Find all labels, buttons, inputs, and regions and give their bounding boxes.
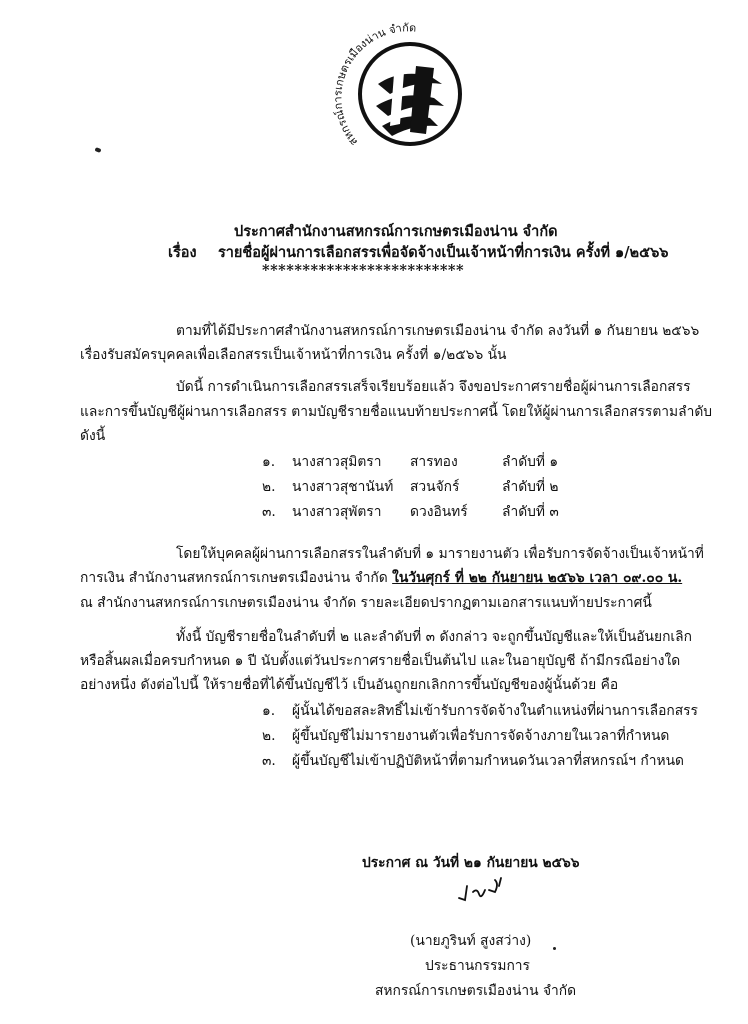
- cooperative-logo: [330, 14, 480, 164]
- signer-title: ประธานกรรมการ: [425, 958, 530, 974]
- candidate-rank: ลำดับที่ ๒: [502, 479, 559, 495]
- candidate-no: ๑.: [262, 454, 276, 470]
- para3-line1: โดยให้บุคคลผู้ผ่านการเลือกสรรในลำดับที่ ๑ มารายงานตัว เพื่อรับการจัดจ้างเป็นเจ้าหน้าที่: [176, 546, 704, 562]
- condition-no: ๒.: [262, 728, 276, 744]
- report-date-time: ในวันศุกร์ ที่ ๒๒ กันยายน ๒๕๖๖ เวลา ๐๙.๐๐ น.: [392, 570, 683, 586]
- subject-label: เรื่อง: [168, 244, 197, 261]
- subject-text: รายชื่อผู้ผ่านการเลือกสรรเพื่อจัดจ้างเป็นเจ้าหน้าที่การเงิน ครั้งที่ ๑/๒๕๖๖: [218, 244, 669, 261]
- para1-line1: ตามที่ได้มีประกาศสำนักงานสหกรณ์การเกษตรเมืองน่าน จำกัด ลงวันที่ ๑ กันยายน ๒๕๖๖: [176, 323, 700, 339]
- signer-organization: สหกรณ์การเกษตรเมืองน่าน จำกัด: [375, 983, 577, 999]
- candidate-no: ๓.: [262, 504, 276, 520]
- scan-dot: [553, 947, 556, 950]
- signer-name: (นายภูรินท์ สูงสว่าง): [410, 933, 532, 949]
- para1-line2: เรื่องรับสมัครบุคคลเพื่อเลือกสรรเป็นเจ้าหน้าที่การเงิน ครั้งที่ ๑/๒๕๖๖ นั้น: [80, 347, 507, 363]
- para3-line2-start: การเงิน สำนักงานสหกรณ์การเกษตรเมืองน่าน จำกัด: [80, 570, 388, 586]
- announcement-title: ประกาศสำนักงานสหกรณ์การเกษตรเมืองน่าน จำกัด: [234, 223, 558, 240]
- candidate-rank: ลำดับที่ ๓: [502, 504, 559, 520]
- condition-text: ผู้นั้นได้ขอสละสิทธิ์ไม่เข้ารับการจัดจ้างในตำแหน่งที่ผ่านการเลือกสรร: [292, 703, 698, 719]
- para4-line2: หรือสิ้นผลเมื่อครบกำหนด ๑ ปี นับตั้งแต่วันประกาศรายชื่อเป็นต้นไป และในอายุบัญชี ถ้ามีกรณีอย่างใด: [80, 653, 681, 669]
- logo-text: สหกรณ์การเกษตรเมืองน่าน จำกัด: [331, 21, 417, 149]
- scan-speck: [94, 147, 101, 153]
- para3-line2: [80, 567, 682, 589]
- candidate-no: ๒.: [262, 479, 276, 495]
- candidate-rank: ลำดับที่ ๑: [502, 454, 559, 470]
- condition-no: ๑.: [262, 703, 276, 719]
- para4-line1: ทั้งนี้ บัญชีรายชื่อในลำดับที่ ๒ และลำดับที่ ๓ ดังกล่าว จะถูกขึ้นบัญชีและให้เป็นอันยกเลิก: [176, 629, 692, 645]
- para3-line3: ณ สำนักงานสหกรณ์การเกษตรเมืองน่าน จำกัด รายละเอียดปรากฏตามเอกสารแนบท้ายประกาศนี้: [80, 595, 652, 611]
- candidate-first-name: นางสาวสุพัตรา: [292, 504, 382, 520]
- announcement-date: ประกาศ ณ วันที่ ๒๑ กันยายน ๒๕๖๖: [362, 855, 580, 871]
- para4-line3: อย่างหนึ่ง ดังต่อไปนี้ ให้รายชื่อที่ได้ขึ้นบัญชีไว้ เป็นอันถูกยกเลิกการขึ้นบัญชีของผู้นั้นด้วย คือ: [80, 677, 619, 693]
- candidate-first-name: นางสาวสุชานันท์: [292, 479, 394, 495]
- signature: [455, 876, 515, 906]
- candidate-last-name: ดวงอินทร์: [410, 504, 468, 520]
- candidate-last-name: สารทอง: [410, 454, 458, 470]
- para2-line3: ดังนี้: [80, 428, 106, 444]
- stars-divider: *************************: [262, 262, 465, 279]
- para2-line2: และการขึ้นบัญชีผู้ผ่านการเลือกสรร ตามบัญชีรายชื่อแนบท้ายประกาศนี้ โดยให้ผู้ผ่านการเลือกสรรตามลำดับ: [80, 404, 713, 420]
- para2-line1: บัดนี้ การดำเนินการเลือกสรรเสร็จเรียบร้อยแล้ว จึงขอประกาศรายชื่อผู้ผ่านการเลือกสรร: [176, 379, 691, 395]
- candidate-last-name: สวนจักร์: [410, 479, 460, 495]
- candidate-first-name: นางสาวสุมิตรา: [292, 454, 382, 470]
- condition-no: ๓.: [262, 753, 276, 769]
- condition-text: ผู้ขึ้นบัญชีไม่มารายงานตัวเพื่อรับการจัดจ้างภายในเวลาที่กำหนด: [292, 728, 670, 744]
- condition-text: ผู้ขึ้นบัญชีไม่เข้าปฏิบัติหน้าที่ตามกำหนดวันเวลาที่สหกรณ์ฯ กำหนด: [292, 753, 684, 769]
